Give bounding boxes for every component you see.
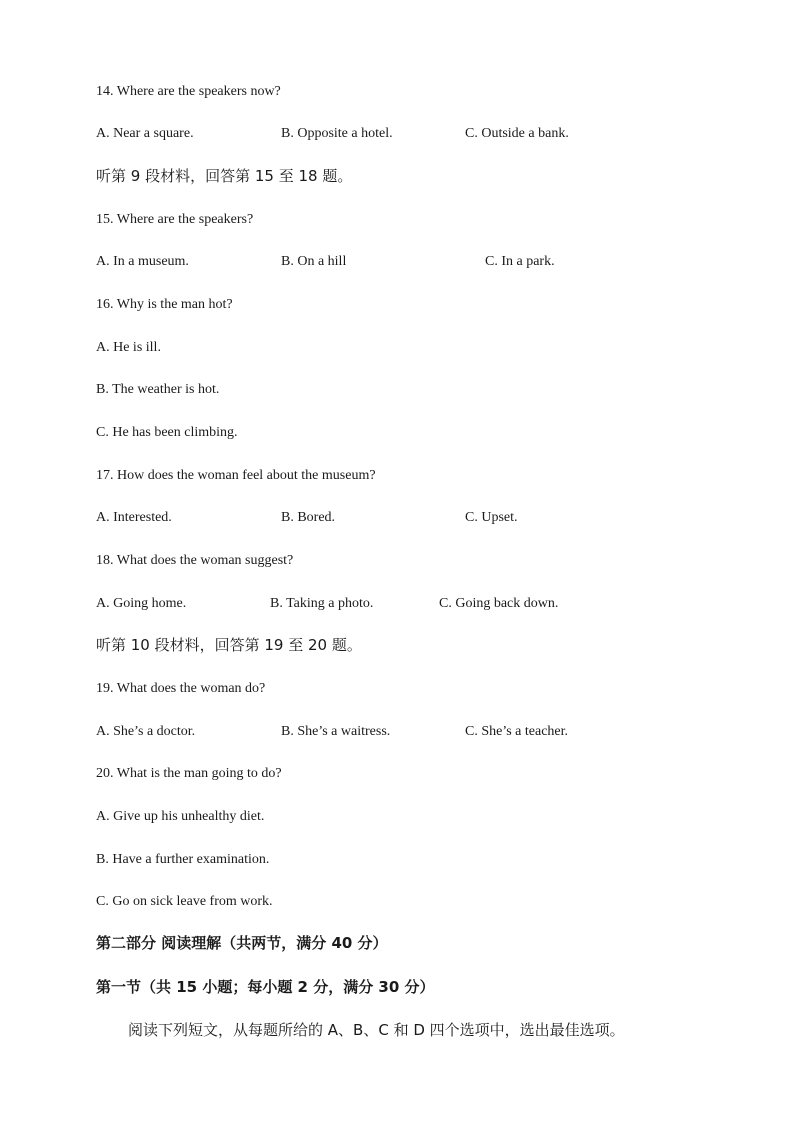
question-16-stem: 16. Why is the man hot? [96,297,233,312]
question-16-option-a: A. He is ill. [96,340,161,355]
question-16-option-b: B. The weather is hot. [96,382,220,397]
question-18-stem: 18. What does the woman suggest? [96,553,294,568]
question-14-option-a: A. Near a square. [96,126,194,141]
question-17-option-b: B. Bored. [281,510,336,525]
question-17-option-c: C. Upset. [465,510,518,525]
question-18-option-a: A. Going home. [96,596,187,611]
question-19-stem: 19. What does the woman do? [96,681,266,696]
question-15-option-b: B. On a hill [281,254,347,269]
question-20-option-c: C. Go on sick leave from work. [96,894,273,909]
listening-section-10-instruction: 听第 10 段材料，回答第 19 至 20 题。 [96,636,362,654]
question-15-stem: 15. Where are the speakers? [96,212,254,227]
question-15-option-a: A. In a museum. [96,254,189,269]
question-19-option-a: A. She’s a doctor. [96,724,196,739]
question-16-option-c: C. He has been climbing. [96,425,238,440]
question-18-option-b: B. Taking a photo. [270,596,374,611]
question-20-option-a: A. Give up his unhealthy diet. [96,809,265,824]
part-2-heading: 第二部分 阅读理解（共两节，满分 40 分） [96,934,388,952]
question-14-stem: 14. Where are the speakers now? [96,84,281,99]
listening-section-9-instruction: 听第 9 段材料，回答第 15 至 18 题。 [96,167,353,185]
question-20-option-b: B. Have a further examination. [96,852,270,867]
question-19-option-c: C. She’s a teacher. [465,724,569,739]
question-14-option-c: C. Outside a bank. [465,126,569,141]
question-17-stem: 17. How does the woman feel about the museum? [96,468,376,483]
question-19-option-b: B. She’s a waitress. [281,724,391,739]
section-1-heading: 第一节（共 15 小题；每小题 2 分，满分 30 分） [96,978,435,996]
reading-instructions: 阅读下列短文，从每题所给的 A、B、C 和 D 四个选项中，选出最佳选项。 [128,1021,625,1039]
question-18-option-c: C. Going back down. [439,596,559,611]
question-14-option-b: B. Opposite a hotel. [281,126,393,141]
question-20-stem: 20. What is the man going to do? [96,766,282,781]
question-15-option-c: C. In a park. [485,254,555,269]
question-17-option-a: A. Interested. [96,510,172,525]
